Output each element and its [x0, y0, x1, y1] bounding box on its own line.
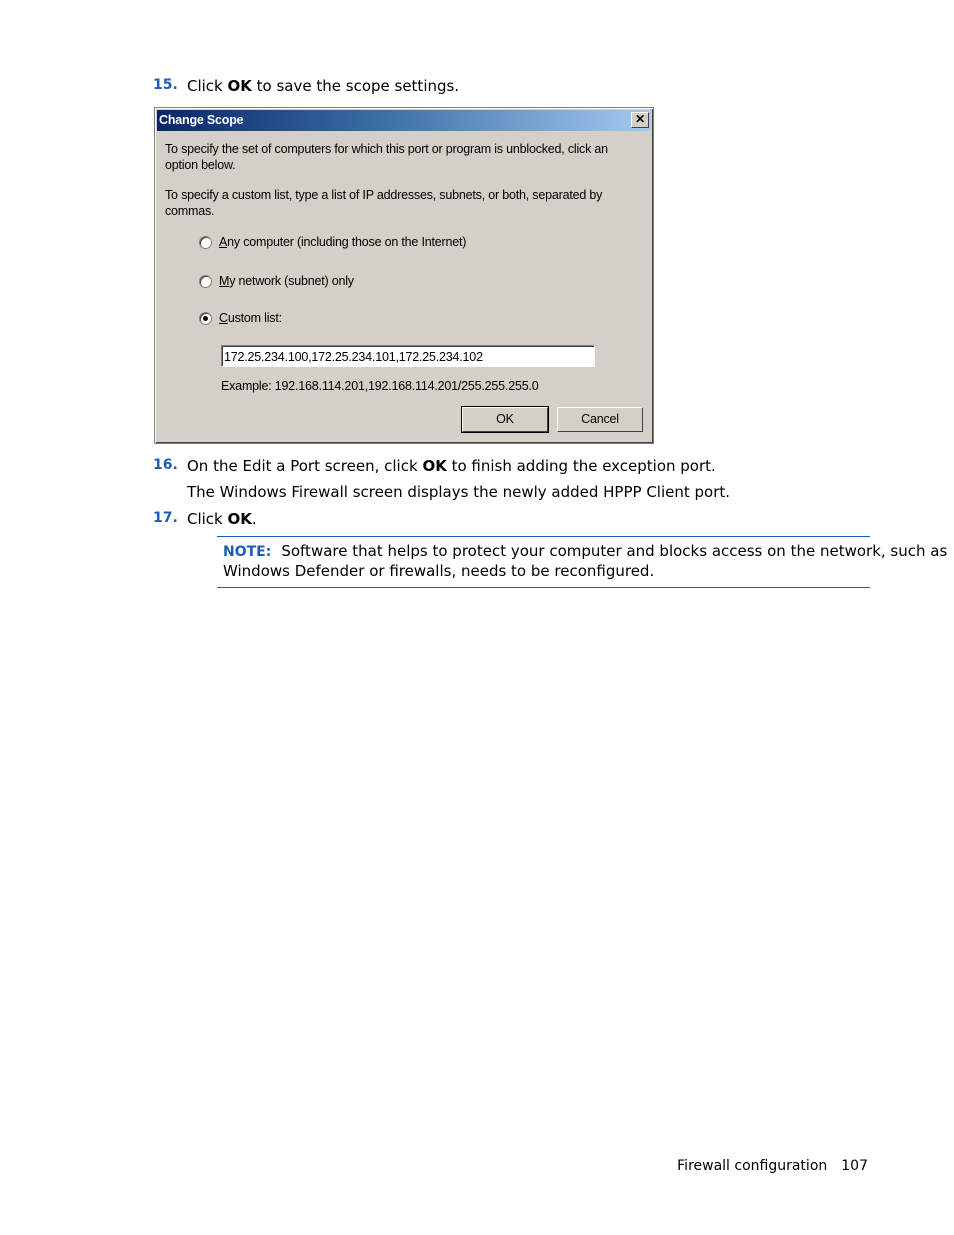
radio-button-selected[interactable] — [199, 312, 212, 325]
instructions-paragraph-1: To specify the set of computers for which this port or program is unblocked, click an option below. — [165, 142, 608, 172]
step-text: Click OK. — [187, 510, 257, 528]
instructions-paragraph-2: To specify a custom list, type a list of IP addresses, subnets, or both, separated by commas. — [165, 188, 603, 218]
radio-label: Custom list: — [219, 311, 282, 325]
page-number: 107 — [841, 1158, 868, 1174]
step-number: 15. — [153, 77, 178, 93]
note-label: NOTE: — [223, 544, 272, 560]
page-footer — [677, 1158, 868, 1174]
step-text: Click OK to save the scope settings. — [187, 77, 460, 95]
radio-label: Any computer (including those on the Internet) — [219, 235, 467, 249]
step-number: 17. — [153, 510, 178, 526]
dialog-titlebar — [157, 110, 651, 131]
followup-text: The Windows Firewall screen displays the newly added HPPP Client port. — [187, 483, 731, 501]
close-icon[interactable]: ✕ — [631, 112, 649, 128]
note-line-2: Windows Defender or firewalls, needs to be reconfigured. — [223, 562, 655, 580]
radio-label: My network (subnet) only — [219, 274, 354, 288]
radio-button[interactable] — [199, 275, 212, 288]
footer-section-title: Firewall configuration — [677, 1158, 828, 1174]
custom-list-input[interactable] — [221, 345, 595, 367]
step-number: 16. — [153, 457, 178, 473]
note-line-1: NOTE: Software that helps to protect your computer and blocks access on the network, such as — [223, 542, 948, 560]
change-scope-dialog — [154, 107, 654, 444]
radio-button[interactable] — [199, 236, 212, 249]
step-text: On the Edit a Port screen, click OK to finish adding the exception port. — [187, 457, 716, 475]
note-box — [217, 536, 948, 588]
ok-button[interactable]: OK — [462, 407, 548, 432]
example-text: Example: 192.168.114.201,192.168.114.201/255.255.255.0 — [221, 379, 539, 393]
cancel-button[interactable]: Cancel — [557, 407, 643, 432]
dialog-title: Change Scope — [159, 113, 244, 127]
